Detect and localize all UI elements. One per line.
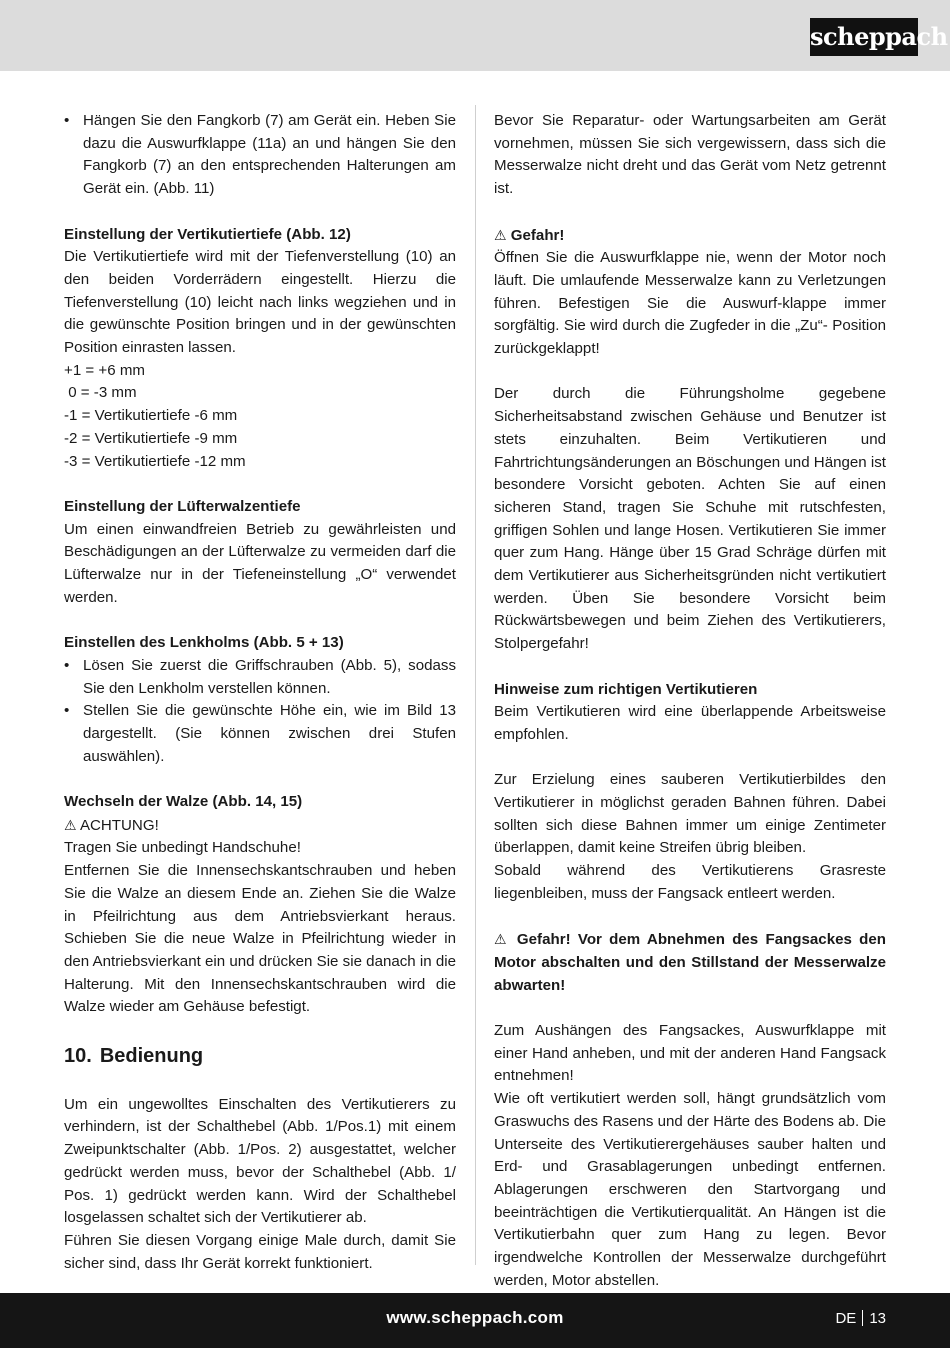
section-title [64,1042,456,1070]
column-divider [475,105,476,1265]
depth-text: Die Vertikutiertiefe wird mit der Tiefenverstellung (10) an den beiden Vorderrädern eingestellt. Hierzu die Tiefenverstellung (10) leicht nach links wegziehen und in die gewünschte Position bringen und in der gewünschten Position einrasten lassen. [64,248,456,357]
left-column [64,110,456,1275]
warning-triangle-icon: ⚠ [64,816,77,833]
bag-full-text: Sobald während des Vertikutierens Grasreste liegenbleiben, muss der Fangsack entleert werden. [494,862,886,902]
language-code: DE [835,1310,857,1327]
footer-website-link[interactable]: www.scheppach.com [386,1308,564,1327]
depth-value-line: 0 = -3 mm [64,384,137,402]
bag-danger [494,928,886,997]
depth-value-line: +1 = +6 mm [64,361,145,379]
handle-bullet-1: • Lösen Sie zuerst die Griffschrauben (Abb. 5), sodass Sie den Lenkholm verstellen können. [64,655,456,700]
pattern-text: Zur Erzielung eines sauberen Vertikutierbildes den Vertikutierer in möglichst geraden Bahnen führen. Dabei sollten sich diese Bahnen immer um einige Zentimeter überlappen, damit keine Streifen übrig bleiben. [494,771,886,857]
depth-value-line: -1 = Vertikutiertiefe -6 mm [64,407,238,425]
warning-triangle-icon: ⚠ [494,931,510,948]
page-number: 13 [869,1310,886,1327]
operation-text-2: Führen Sie diesen Vorgang einige Male durch, damit Sie sicher sind, dass Ihr Gerät korrekt funktioniert. [64,1231,456,1272]
page-separator [862,1310,863,1326]
roller-gloves: Tragen Sie unbedingt Handschuhe! [64,839,301,857]
depth-value-line: -3 = Vertikutiertiefe -12 mm [64,452,246,470]
right-column [494,110,886,1292]
roller-warning-label: ACHTUNG! [79,816,159,834]
roller-text: Entfernen Sie die Innensechskantschrauben und heben Sie die Walze an diesem Ende an. Ziehen Sie die Walze in Pfeilrichtung aus dem Antriebsvierkant heraus. Schieben Sie die neue Walze in Pfeilrichtung wieder in den Antriebsvierkant ein und drücken Sie sie danach in die Halterung. Mit den Innensechskantschrauben wird die Walze wieder am Gehäuse befestigt. [64,862,456,1016]
warning-triangle-icon: ⚠ [494,226,507,243]
fan-roller-text: Um einen einwandfreien Betrieb zu gewährleisten und Beschädigungen an der Lüfterwalze zu vermeiden darf die Lüfterwalze nur in der Tiefeneinstellung „O“ verwendet werden. [64,520,456,606]
depth-value-line: -2 = Vertikutiertiefe -9 mm [64,429,238,447]
roller-heading: Wechseln der Walze (Abb. 14, 15) [64,793,303,811]
depth-heading: Einstellung der Vertikutiertiefe (Abb. 12) [64,225,351,243]
scheppach-logo: scheppach [810,18,918,56]
handle-heading: Einstellen des Lenkholms (Abb. 5 + 13) [64,634,344,652]
unhook-text: Zum Aushängen des Fangsackes, Auswurfklappe mit einer Hand anheben, und mit der anderen Hand Fangsack entnehmen! [494,1022,886,1085]
danger-heading-label: Gefahr! [510,226,565,244]
tips-text: Beim Vertikutieren wird eine überlappende Arbeitsweise empfohlen. [494,703,886,743]
hang-basket-bullet: • Hängen Sie den Fangkorb (7) am Gerät ein. Heben Sie dazu die Auswurfklappe (11a) an und hängen Sie den Fangkorb (7) an den entsprechenden Halterungen am Gerät ein. (Abb. 11) [64,110,456,201]
repair-text: Bevor Sie Reparatur- oder Wartungsarbeiten am Gerät vornehmen, müssen Sie sich vergewissern, dass sich die Messerwalze nicht dreht und das Gerät vom Netz getrennt ist. [494,112,886,198]
section-number: 10. [64,1044,92,1067]
section-title-text: Bedienung [99,1044,204,1067]
frequency-text: Wie oft vertikutiert werden soll, hängt grundsätzlich vom Graswuchs des Rasens und der Härte des Bodens ab. Die Unterseite des Vertikutierergehäuses sauber halten und Erd- und Grasablagerungen unbedingt entfernen. Ablagerungen erschweren den Startvorgang und beeinträchtigen die Vertikutierqualität. An Hängen ist die Vertikutierbahn quer zum Hang zu legen. Bevor irgendwelche Kontrollen der Messerwalze durchgeführt werden, Motor abstellen. [494,1090,886,1289]
danger-text: Öffnen Sie die Auswurfklappe nie, wenn der Motor noch läuft. Die umlaufende Messerwalze kann zu Verletzungen führen. Befestigen Sie die Auswurf-klappe immer sorgfältig. Sie wird durch die Zugfeder in die „Zu“- Position zurückgeklappt! [494,249,886,358]
safety-text: Der durch die Führungsholme gegebene Sicherheitsabstand zwischen Gehäuse und Benutzer ist stets einzuhalten. Beim Vertikutieren und Fahrtrichtungsänderungen an Böschungen und Hängen ist besondere Vorsicht geboten. Achten Sie auf einen sicheren Stand, tragen Sie Schuhe mit rutschfesten, griffigen Sohlen und lange Hosen. Vertikutieren Sie immer quer zum Hang. Hänge über 15 Grad Schräge dürfen mit dem Vertikutierer aus Sicherheitsgründen nicht vertikutiert werden. Üben Sie besondere Vorsicht beim Rückwärtsbewegen und beim Ziehen des Vertikutierers, Stolpergefahr! [494,385,886,653]
bag-danger-text: Gefahr! Vor dem Abnehmen des Fangsackes den Motor abschalten und den Stillstand der Messerwalze abwarten! [494,931,886,994]
tips-heading: Hinweise zum richtigen Vertikutieren [494,680,758,698]
roller-warning [64,814,456,838]
depth-values [64,360,456,474]
fan-roller-heading: Einstellung der Lüfterwalzentiefe [64,497,301,515]
page-indicator [835,1310,886,1327]
header-band [0,0,950,71]
handle-bullet-2: • Stellen Sie die gewünschte Höhe ein, wie im Bild 13 dargestellt. (Sie können zwischen drei Stufen auswählen). [64,700,456,768]
operation-text-1: Um ein ungewolltes Einschalten des Vertikutierers zu verhindern, ist der Schalthebel (Abb. 1/Pos.1) mit einem Zweipunktschalter (Abb. 1/Pos. 2) ausgestattet, welcher gedrückt werden muss, bevor der Schalthebel (Abb. 1/ Pos. 1) gedrückt werden kann. Wird der Schalthebel losgelassen schaltet sich der Vertikutierer ab. [64,1095,456,1227]
danger-heading [494,224,886,248]
